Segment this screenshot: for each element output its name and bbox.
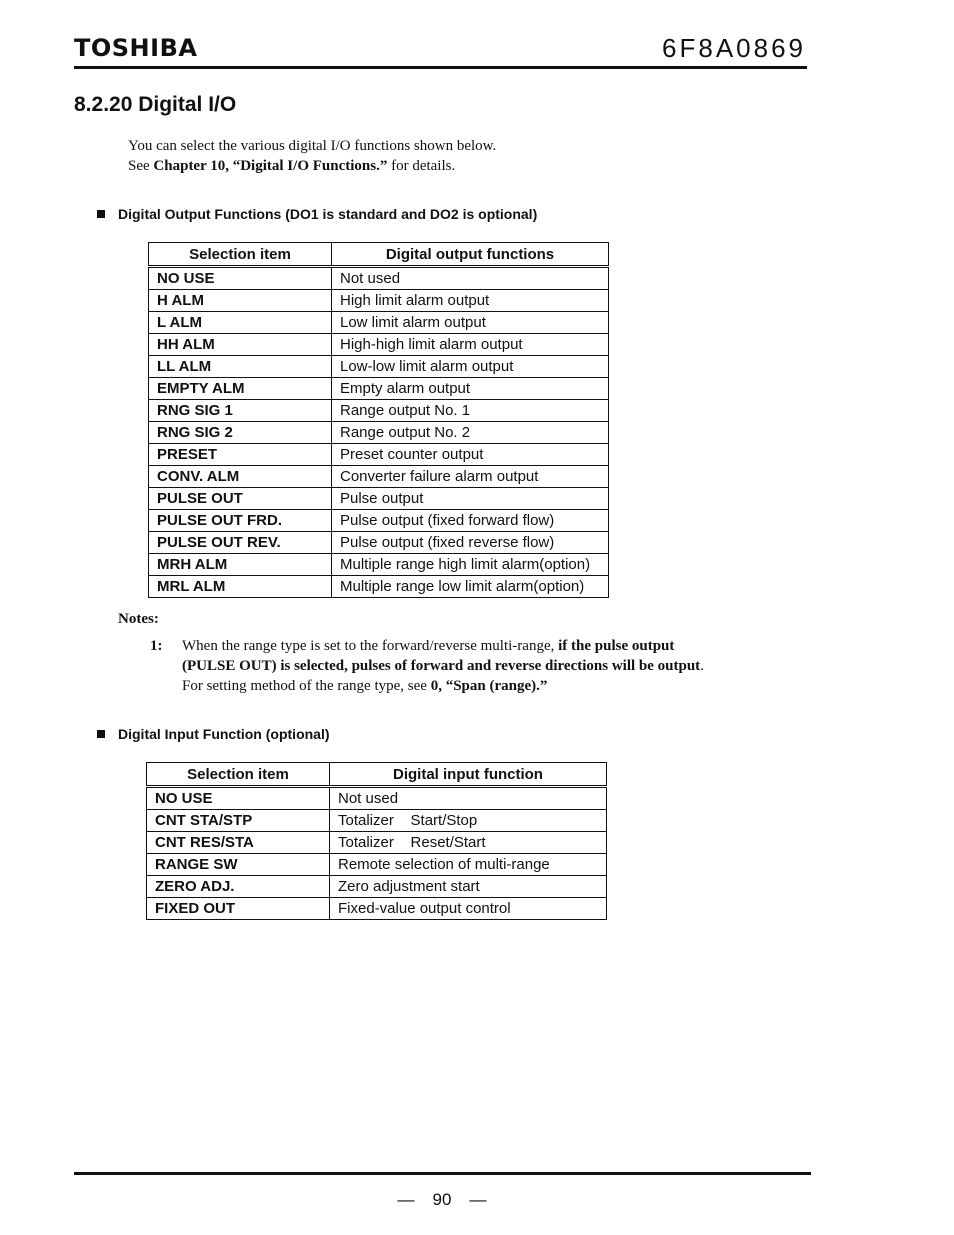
column-header: Selection item — [147, 763, 330, 787]
function-description-cell: Zero adjustment start — [330, 876, 607, 898]
selection-item-cell: PULSE OUT FRD. — [149, 510, 332, 532]
table-header-row — [149, 243, 609, 267]
table-header-row — [147, 763, 607, 787]
selection-item-cell: RNG SIG 2 — [149, 422, 332, 444]
note-number: 1: — [150, 638, 163, 654]
digital-input-table — [146, 762, 607, 920]
function-description-cell: Totalizer Reset/Start — [330, 832, 607, 854]
selection-item-cell: FIXED OUT — [147, 898, 330, 920]
table-row — [147, 876, 607, 898]
function-description-cell: Empty alarm output — [332, 378, 609, 400]
note-text: When the range type is set to the forward/reverse multi-range, — [182, 638, 559, 654]
table-row — [149, 267, 609, 290]
table-row — [149, 488, 609, 510]
selection-item-cell: CNT RES/STA — [147, 832, 330, 854]
selection-item-cell: RANGE SW — [147, 854, 330, 876]
table-row — [149, 400, 609, 422]
function-description-cell: Totalizer Start/Stop — [330, 810, 607, 832]
table-row — [149, 378, 609, 400]
function-description-cell: Range output No. 2 — [332, 422, 609, 444]
selection-item-cell: H ALM — [149, 290, 332, 312]
table-row — [147, 832, 607, 854]
table-row — [147, 787, 607, 810]
function-description-cell: Low limit alarm output — [332, 312, 609, 334]
bullet-square-icon — [97, 210, 105, 218]
selection-item-cell: PRESET — [149, 444, 332, 466]
function-description-cell: Preset counter output — [332, 444, 609, 466]
selection-item-cell: MRL ALM — [149, 576, 332, 598]
intro-line-2 — [128, 156, 455, 176]
table-row — [147, 810, 607, 832]
intro-suffix: for details. — [387, 158, 456, 174]
function-description-cell: Pulse output (fixed reverse flow) — [332, 532, 609, 554]
digital-output-heading — [97, 204, 537, 224]
digital-input-heading-text: Digital Input Function (optional) — [118, 726, 330, 742]
column-header: Digital input function — [330, 763, 607, 787]
selection-item-cell: CNT STA/STP — [147, 810, 330, 832]
selection-item-cell: LL ALM — [149, 356, 332, 378]
function-description-cell: Pulse output (fixed forward flow) — [332, 510, 609, 532]
brand-logo: TOSHIBA — [74, 34, 198, 62]
note-line-3 — [182, 676, 547, 696]
page-dash-right: — — [469, 1190, 487, 1209]
selection-item-cell: RNG SIG 1 — [149, 400, 332, 422]
note-text: . — [700, 658, 704, 674]
function-description-cell: High-high limit alarm output — [332, 334, 609, 356]
function-description-cell: Low-low limit alarm output — [332, 356, 609, 378]
selection-item-cell: NO USE — [147, 787, 330, 810]
function-description-cell: Multiple range low limit alarm(option) — [332, 576, 609, 598]
selection-item-cell: CONV. ALM — [149, 466, 332, 488]
column-header: Selection item — [149, 243, 332, 267]
note-bold-text: (PULSE OUT) is selected, pulses of forward and reverse directions will be output — [182, 658, 701, 674]
section-title: 8.2.20 Digital I/O — [74, 93, 237, 116]
table-row — [149, 334, 609, 356]
note-line-1 — [182, 636, 674, 656]
bullet-square-icon — [97, 730, 105, 738]
function-description-cell: Multiple range high limit alarm(option) — [332, 554, 609, 576]
function-description-cell: Range output No. 1 — [332, 400, 609, 422]
selection-item-cell: L ALM — [149, 312, 332, 334]
table-row — [147, 898, 607, 920]
note-text: For setting method of the range type, see — [182, 678, 431, 694]
note-bold-text: if the pulse output — [558, 638, 675, 654]
digital-output-table — [148, 242, 609, 598]
table-row — [149, 312, 609, 334]
function-description-cell: Converter failure alarm output — [332, 466, 609, 488]
table-row — [149, 554, 609, 576]
selection-item-cell: PULSE OUT — [149, 488, 332, 510]
footer-rule — [74, 1172, 811, 1175]
table-row — [149, 466, 609, 488]
function-description-cell: Remote selection of multi-range — [330, 854, 607, 876]
page-number — [0, 1188, 884, 1212]
digital-input-rows — [147, 787, 607, 920]
selection-item-cell: NO USE — [149, 267, 332, 290]
selection-item-cell: PULSE OUT REV. — [149, 532, 332, 554]
notes-label: Notes: — [118, 611, 159, 627]
table-row — [149, 510, 609, 532]
intro-prefix: See — [128, 158, 154, 174]
function-description-cell: High limit alarm output — [332, 290, 609, 312]
header-rule — [74, 66, 807, 69]
digital-output-rows — [149, 267, 609, 598]
table-row — [149, 290, 609, 312]
function-description-cell: Not used — [330, 787, 607, 810]
table-row — [149, 576, 609, 598]
digital-input-heading — [97, 724, 330, 744]
column-header: Digital output functions — [332, 243, 609, 267]
span-range-reference: 0, “Span (range).” — [430, 678, 548, 694]
table-row — [149, 356, 609, 378]
digital-output-heading-text: Digital Output Functions (DO1 is standard and DO2 is optional) — [118, 206, 538, 222]
table-row — [147, 854, 607, 876]
function-description-cell: Pulse output — [332, 488, 609, 510]
function-description-cell: Fixed-value output control — [330, 898, 607, 920]
function-description-cell: Not used — [332, 267, 609, 290]
page-number-value: 90 — [432, 1190, 452, 1209]
table-row — [149, 422, 609, 444]
note-line-2 — [182, 656, 704, 676]
table-row — [149, 532, 609, 554]
page-dash-left: — — [397, 1190, 415, 1209]
table-row — [149, 444, 609, 466]
selection-item-cell: EMPTY ALM — [149, 378, 332, 400]
document-number: 6F8A0869 — [662, 33, 806, 63]
selection-item-cell: MRH ALM — [149, 554, 332, 576]
selection-item-cell: ZERO ADJ. — [147, 876, 330, 898]
selection-item-cell: HH ALM — [149, 334, 332, 356]
chapter-reference: Chapter 10, “Digital I/O Functions.” — [153, 158, 388, 174]
intro-line-1: You can select the various digital I/O functions shown below. — [128, 138, 497, 154]
